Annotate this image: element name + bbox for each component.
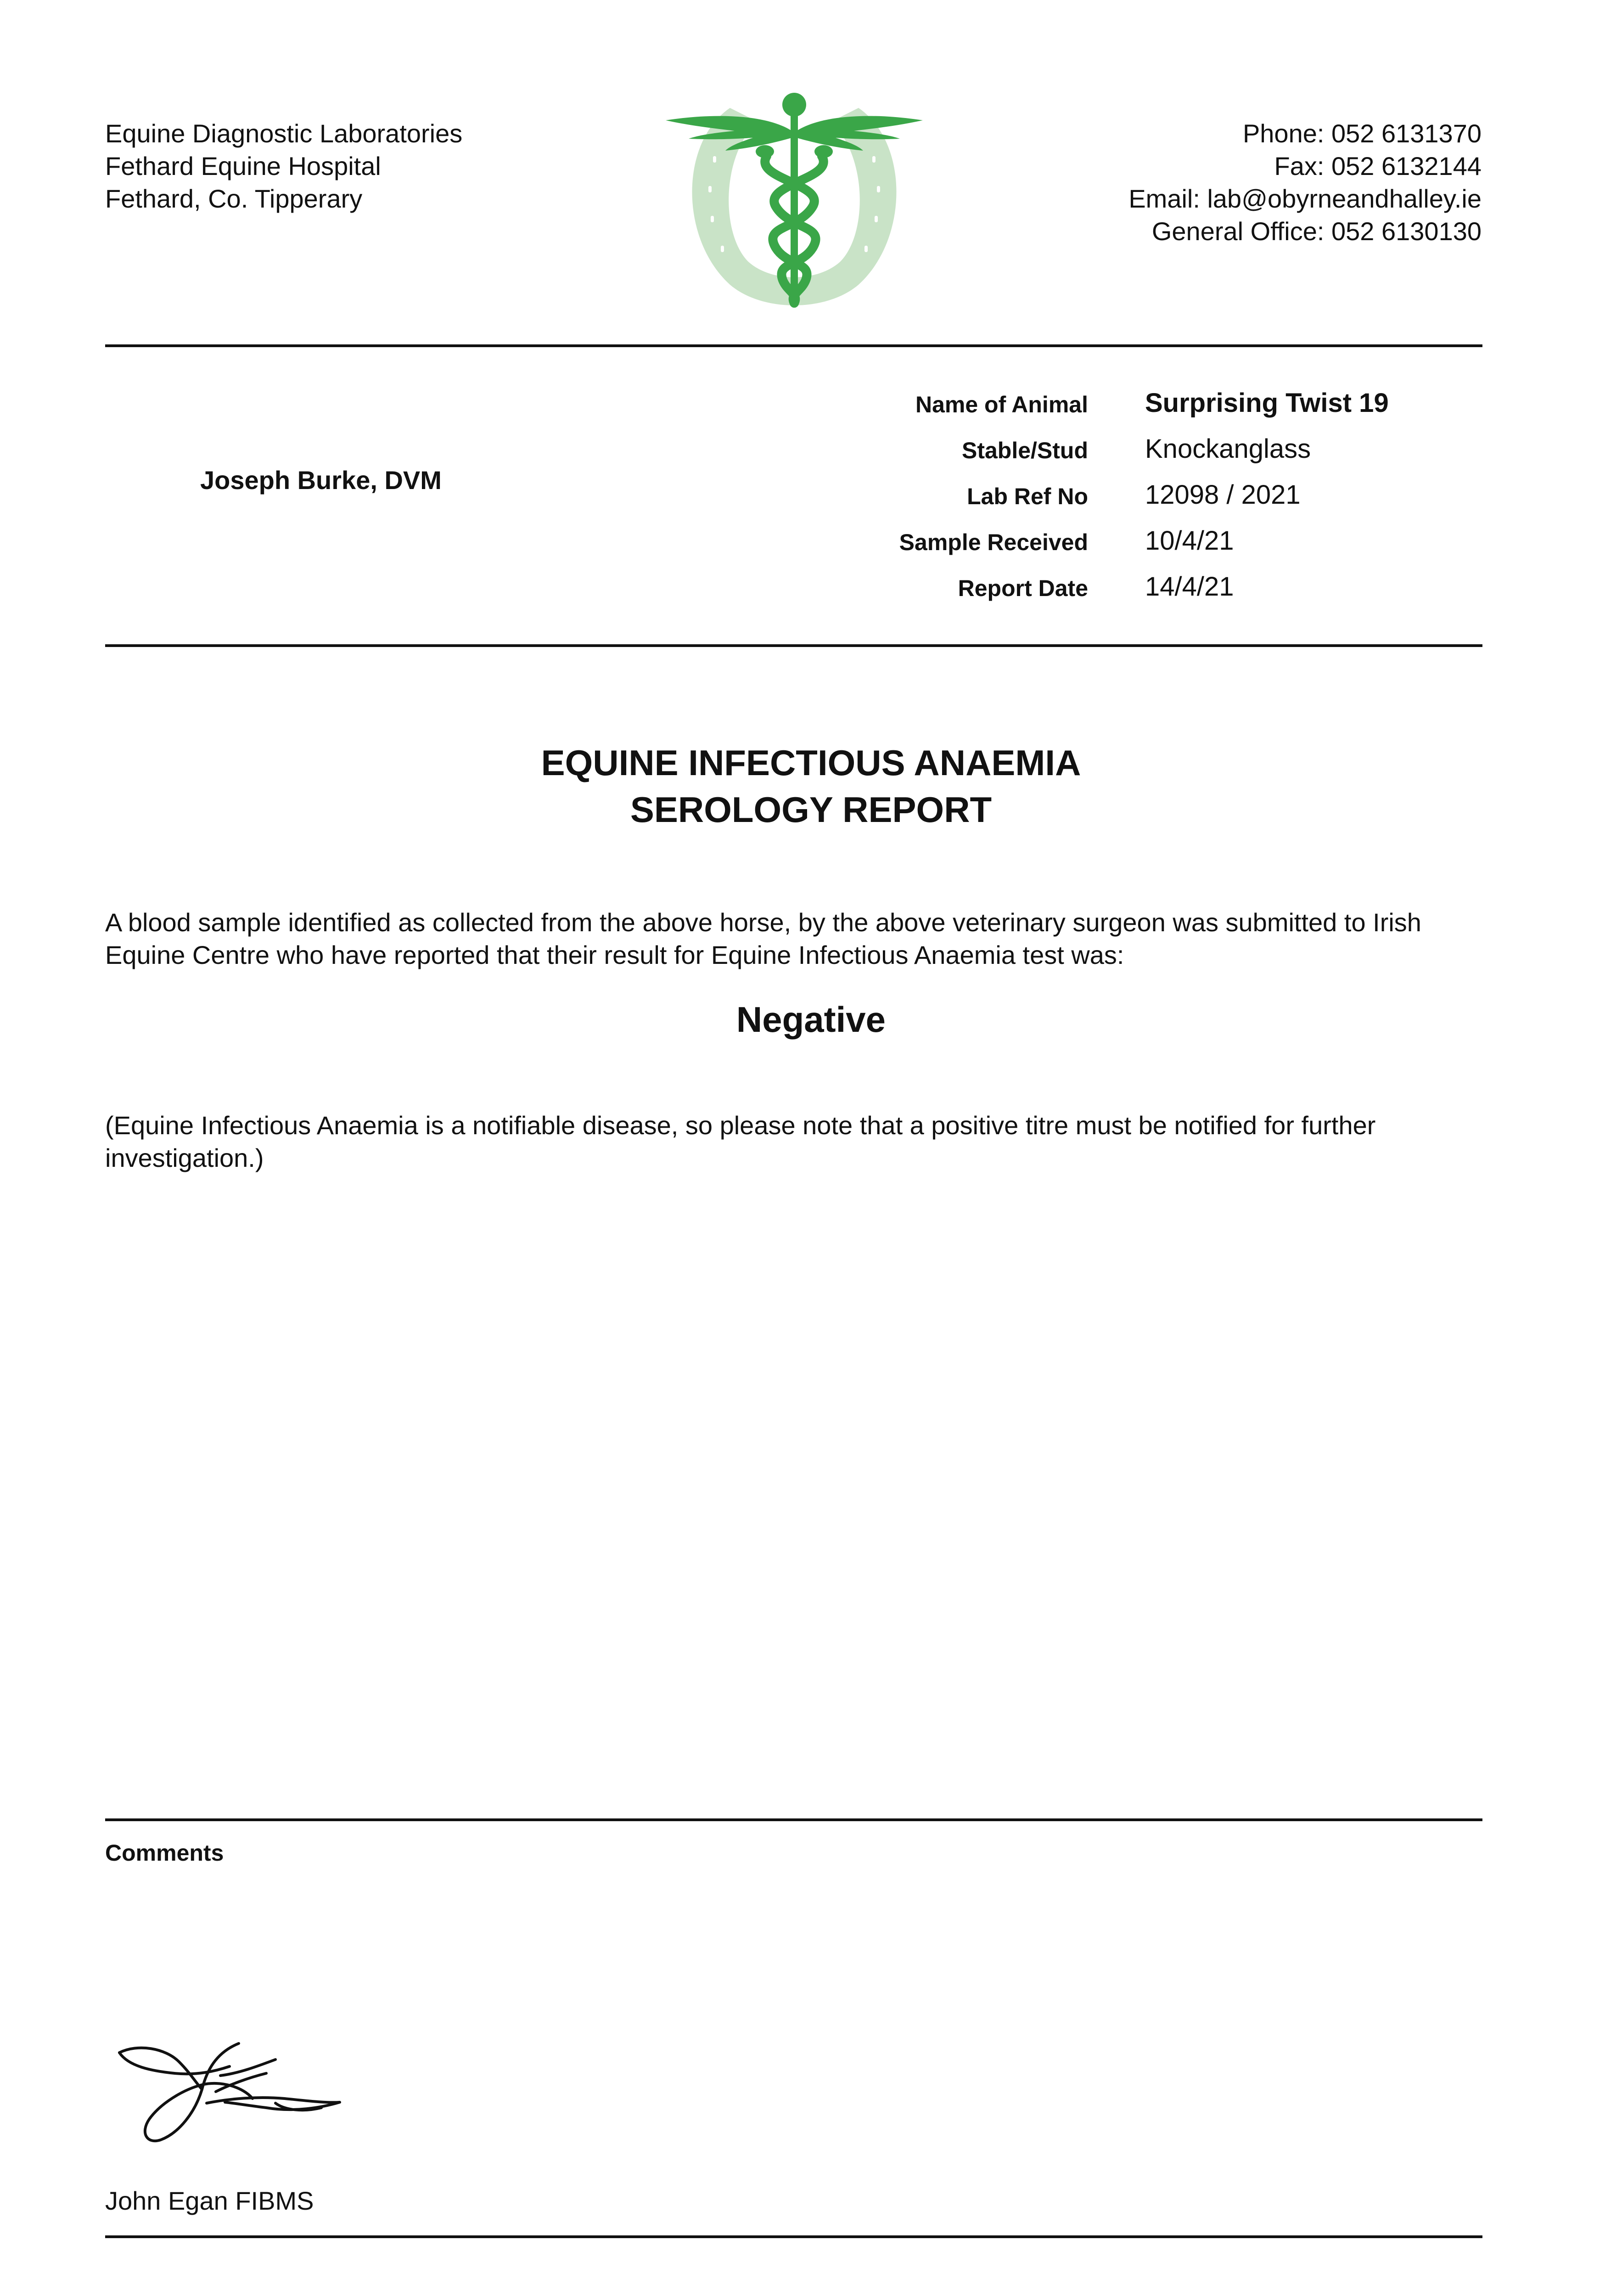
lab-address-line: Equine Diagnostic Laboratories — [105, 119, 463, 148]
detail-value: 10/4/21 — [1145, 526, 1234, 556]
veterinarian-name: Joseph Burke, DVM — [200, 466, 442, 495]
lab-address-line: Fethard Equine Hospital — [105, 152, 381, 180]
report-title-line: EQUINE INFECTIOUS ANAEMIA — [541, 743, 1081, 783]
report-title-line: SEROLOGY REPORT — [630, 789, 992, 830]
header-divider — [105, 344, 1482, 347]
email-line: Email: lab@obyrneandhalley.ie — [1128, 184, 1482, 213]
detail-label: Name of Animal — [915, 392, 1088, 417]
report-note: (Equine Infectious Anaemia is a notifiable disease, so please note that a positive titre must be notified for further investigation.) — [105, 1111, 1376, 1172]
phone-line: Phone: 052 6131370 — [1242, 119, 1482, 148]
test-result: Negative — [736, 999, 886, 1040]
lab-contact — [1128, 117, 1482, 248]
detail-value: Surprising Twist 19 — [1145, 388, 1389, 418]
detail-value: 12098 / 2021 — [1145, 480, 1301, 510]
detail-row-animal-name — [872, 385, 1469, 422]
fax-line: Fax: 052 6132144 — [1274, 152, 1482, 180]
report-intro: A blood sample identified as collected from the above horse, by the above veterinary surgeon was submitted to Irish Equine Centre who have reported that their result for Equine Infectious Anaemia test was: — [105, 908, 1421, 969]
caduceus-horseshoe-logo-icon — [661, 87, 927, 312]
details-divider — [105, 644, 1482, 647]
detail-row-report-date — [872, 568, 1469, 605]
footer-divider — [105, 2235, 1482, 2238]
detail-row-lab-ref — [872, 477, 1469, 513]
detail-label: Report Date — [958, 575, 1088, 601]
lab-address — [105, 117, 462, 215]
detail-label: Lab Ref No — [967, 484, 1088, 509]
comments-divider — [105, 1818, 1482, 1821]
signatory-name: John Egan FIBMS — [105, 2186, 314, 2215]
handwritten-signature-icon — [110, 2034, 349, 2154]
detail-row-sample-received — [872, 523, 1469, 559]
detail-value: Knockanglass — [1145, 434, 1311, 464]
general-office-line: General Office: 052 6130130 — [1151, 217, 1482, 246]
detail-label: Stable/Stud — [961, 438, 1088, 463]
detail-row-stable — [872, 431, 1469, 467]
detail-label: Sample Received — [899, 529, 1088, 555]
comments-label: Comments — [105, 1840, 224, 1866]
report-title — [0, 739, 1622, 833]
detail-value: 14/4/21 — [1145, 572, 1234, 602]
lab-address-line: Fethard, Co. Tipperary — [105, 184, 363, 213]
